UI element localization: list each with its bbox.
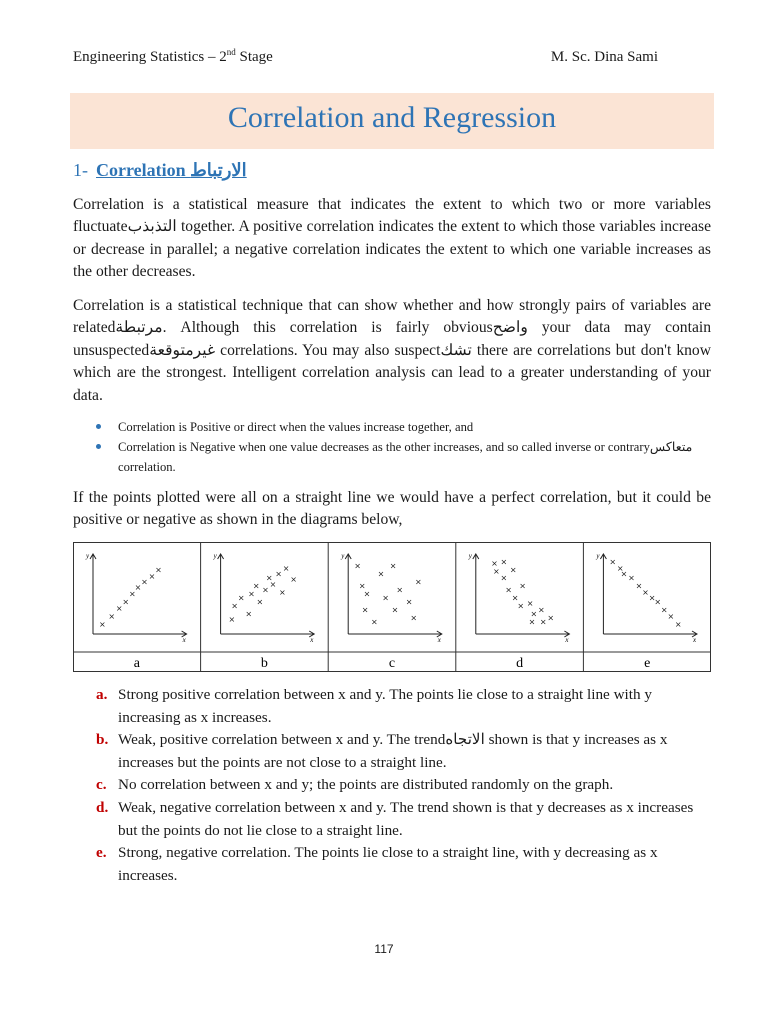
scatter-point: × [648,593,656,603]
description-text: Strong positive correlation between x and y. The points lie close to a straight line with y increasing as x increases. [118,686,652,726]
scatter-point: × [660,605,668,615]
scatter-point: × [511,593,519,603]
description-list [96,684,714,887]
scatter-point: × [530,609,538,619]
description-text: No correlation between x and y; the points are distributed randomly on the graph. [118,776,614,794]
scatter-point: × [282,563,290,573]
scatter-point: × [628,573,635,583]
scatter-diagrams-table [73,542,711,672]
scatter-point: × [361,605,369,615]
x-axis-label: x [182,636,186,644]
description-letter: b. [96,731,109,749]
scatter-point: × [134,583,142,593]
scatter-point: × [537,605,545,615]
bullet-item [96,437,716,477]
description-text: Strong, negative correlation. The points lie close to a straight line, with y decreasing as x increases. [118,844,658,884]
scatter-point: × [539,617,547,627]
panel-label: b [260,656,268,671]
scatter-point: × [99,619,106,629]
section-heading [73,160,247,181]
header-course-tail: Stage [235,49,273,65]
panel-label: d [516,656,524,671]
scatter-point: × [405,597,413,607]
scatter-point: × [674,619,682,629]
scatter-point: × [148,571,156,581]
header-course-sup: nd [226,47,236,57]
x-axis-label: x [310,636,314,644]
scatter-point: × [228,615,236,625]
scatter-point: × [517,601,525,611]
scatter-point: × [141,577,148,587]
scatter-point: × [526,599,534,609]
scatter-point: × [616,563,624,573]
bullet-dot-icon [96,424,101,429]
scatter-point: × [354,561,361,571]
panel-label: c [388,656,396,671]
scatter-point: × [371,617,378,627]
scatter-point: × [547,613,555,623]
description-item [96,729,714,774]
scatter-point: × [265,573,273,583]
scatter-point: × [509,565,517,575]
scatter-point: × [128,589,136,599]
scatter-point: × [279,587,286,597]
scatter-point: × [654,597,662,607]
scatter-point: × [391,605,399,615]
scatter-point: × [528,617,536,627]
paragraph-diagrams-intro: If the points plotted were all on a straight line we would have a perfect correlation, but it could be positive or negative as shown in the diagrams below, [73,489,711,529]
header-author: M. Sc. Dina Sami [550,49,658,65]
page-number: 117 [374,942,394,956]
description-text: Weak, positive correlation between x and y. The trendالاتجاه shown is that y increases as x increases but the points are not close to a straight line. [118,731,668,771]
x-axis-label: x [693,636,697,644]
bullet-item [96,417,716,437]
y-axis-label: y [341,552,345,560]
page-title: Correlation and Regression [227,101,557,134]
x-axis-label: x [437,636,441,644]
scatter-point: × [122,597,130,607]
header-course [73,49,273,66]
bullet-dot-icon [96,444,101,449]
bullet-text: Correlation is Positive or direct when the values increase together, and [118,420,474,434]
scatter-point: × [237,593,245,603]
description-letter: a. [96,686,108,703]
scatter-point: × [642,587,649,597]
scatter-point: × [245,609,253,619]
scatter-point: × [248,589,255,599]
scatter-point: × [500,557,508,567]
header-course-main: Engineering Statistics – 2 [73,49,227,65]
scatter-point: × [396,585,404,595]
scatter-point: × [609,557,617,567]
description-letter: d. [96,798,109,816]
description-item [96,774,714,797]
scatter-point: × [491,559,498,569]
scatter-point: × [363,589,371,599]
scatter-point: × [275,569,282,579]
scatter-point: × [500,573,508,583]
scatter-point: × [519,581,526,591]
scatter-point: × [269,579,277,589]
scatter-point: × [410,613,418,623]
description-letter: c. [96,776,107,794]
scatter-point: × [667,611,675,621]
scatter-point: × [377,569,385,579]
scatter-point: × [252,581,260,591]
y-axis-label: y [86,552,90,560]
bullet-list [96,417,716,477]
title-banner [70,93,714,149]
paragraph-definition: Correlation is a statistical measure that indicates the extent to which two or more variables fluctuateالتذبذب together. A positive correlation indicates the extent to which those variables increase or decrease in parallel; a negative correlation indicates the extent to which one variable increases as the other decreases. [73,196,711,281]
description-item [96,797,714,842]
section-number: 1- [73,160,88,180]
description-text: Weak, negative correlation between x and y. The trend shown is that y decreases as x increases but the points do not lie close to a straight line. [118,798,694,839]
description-item [96,842,714,887]
scatter-point: × [493,567,500,577]
panel-label: a [133,656,140,671]
scatter-point: × [382,593,389,603]
scatter-point: × [389,561,397,571]
scatter-point: × [108,611,116,621]
y-axis-label: y [468,552,472,560]
y-axis-label: y [596,552,600,560]
scatter-point: × [256,597,264,607]
scatter-point: × [415,577,422,587]
bullet-text: Correlation is Negative when one value decreases as the other increases, and so called inverse or contraryمتعاكس correlation. [118,440,693,474]
x-axis-label: x [565,636,569,644]
description-item [96,684,714,729]
scatter-point: × [635,581,643,591]
scatter-point: × [290,575,297,585]
scatter-point: × [115,603,123,613]
scatter-point: × [620,569,628,579]
scatter-point: × [231,601,238,611]
scatter-point: × [262,585,269,595]
description-letter: e. [96,844,107,862]
paragraph-technique: Correlation is a statistical technique that can show whether and how strongly pairs of variables are relatedمرتبطة. Although this correlation is fairly obviousواضح your data may contain unsuspectedغيرمتوقعة correlations. You may also suspectتشك there are correlations but don't know which are the strongest. Intelligent correlation analysis can lead to a greater understanding of your data. [73,297,711,404]
section-title: Correlation الارتباط [96,160,247,180]
panel-label: e [644,656,651,671]
scatter-point: × [358,581,366,591]
y-axis-label: y [213,552,217,560]
scatter-point: × [155,565,162,575]
scatter-point: × [505,585,512,595]
